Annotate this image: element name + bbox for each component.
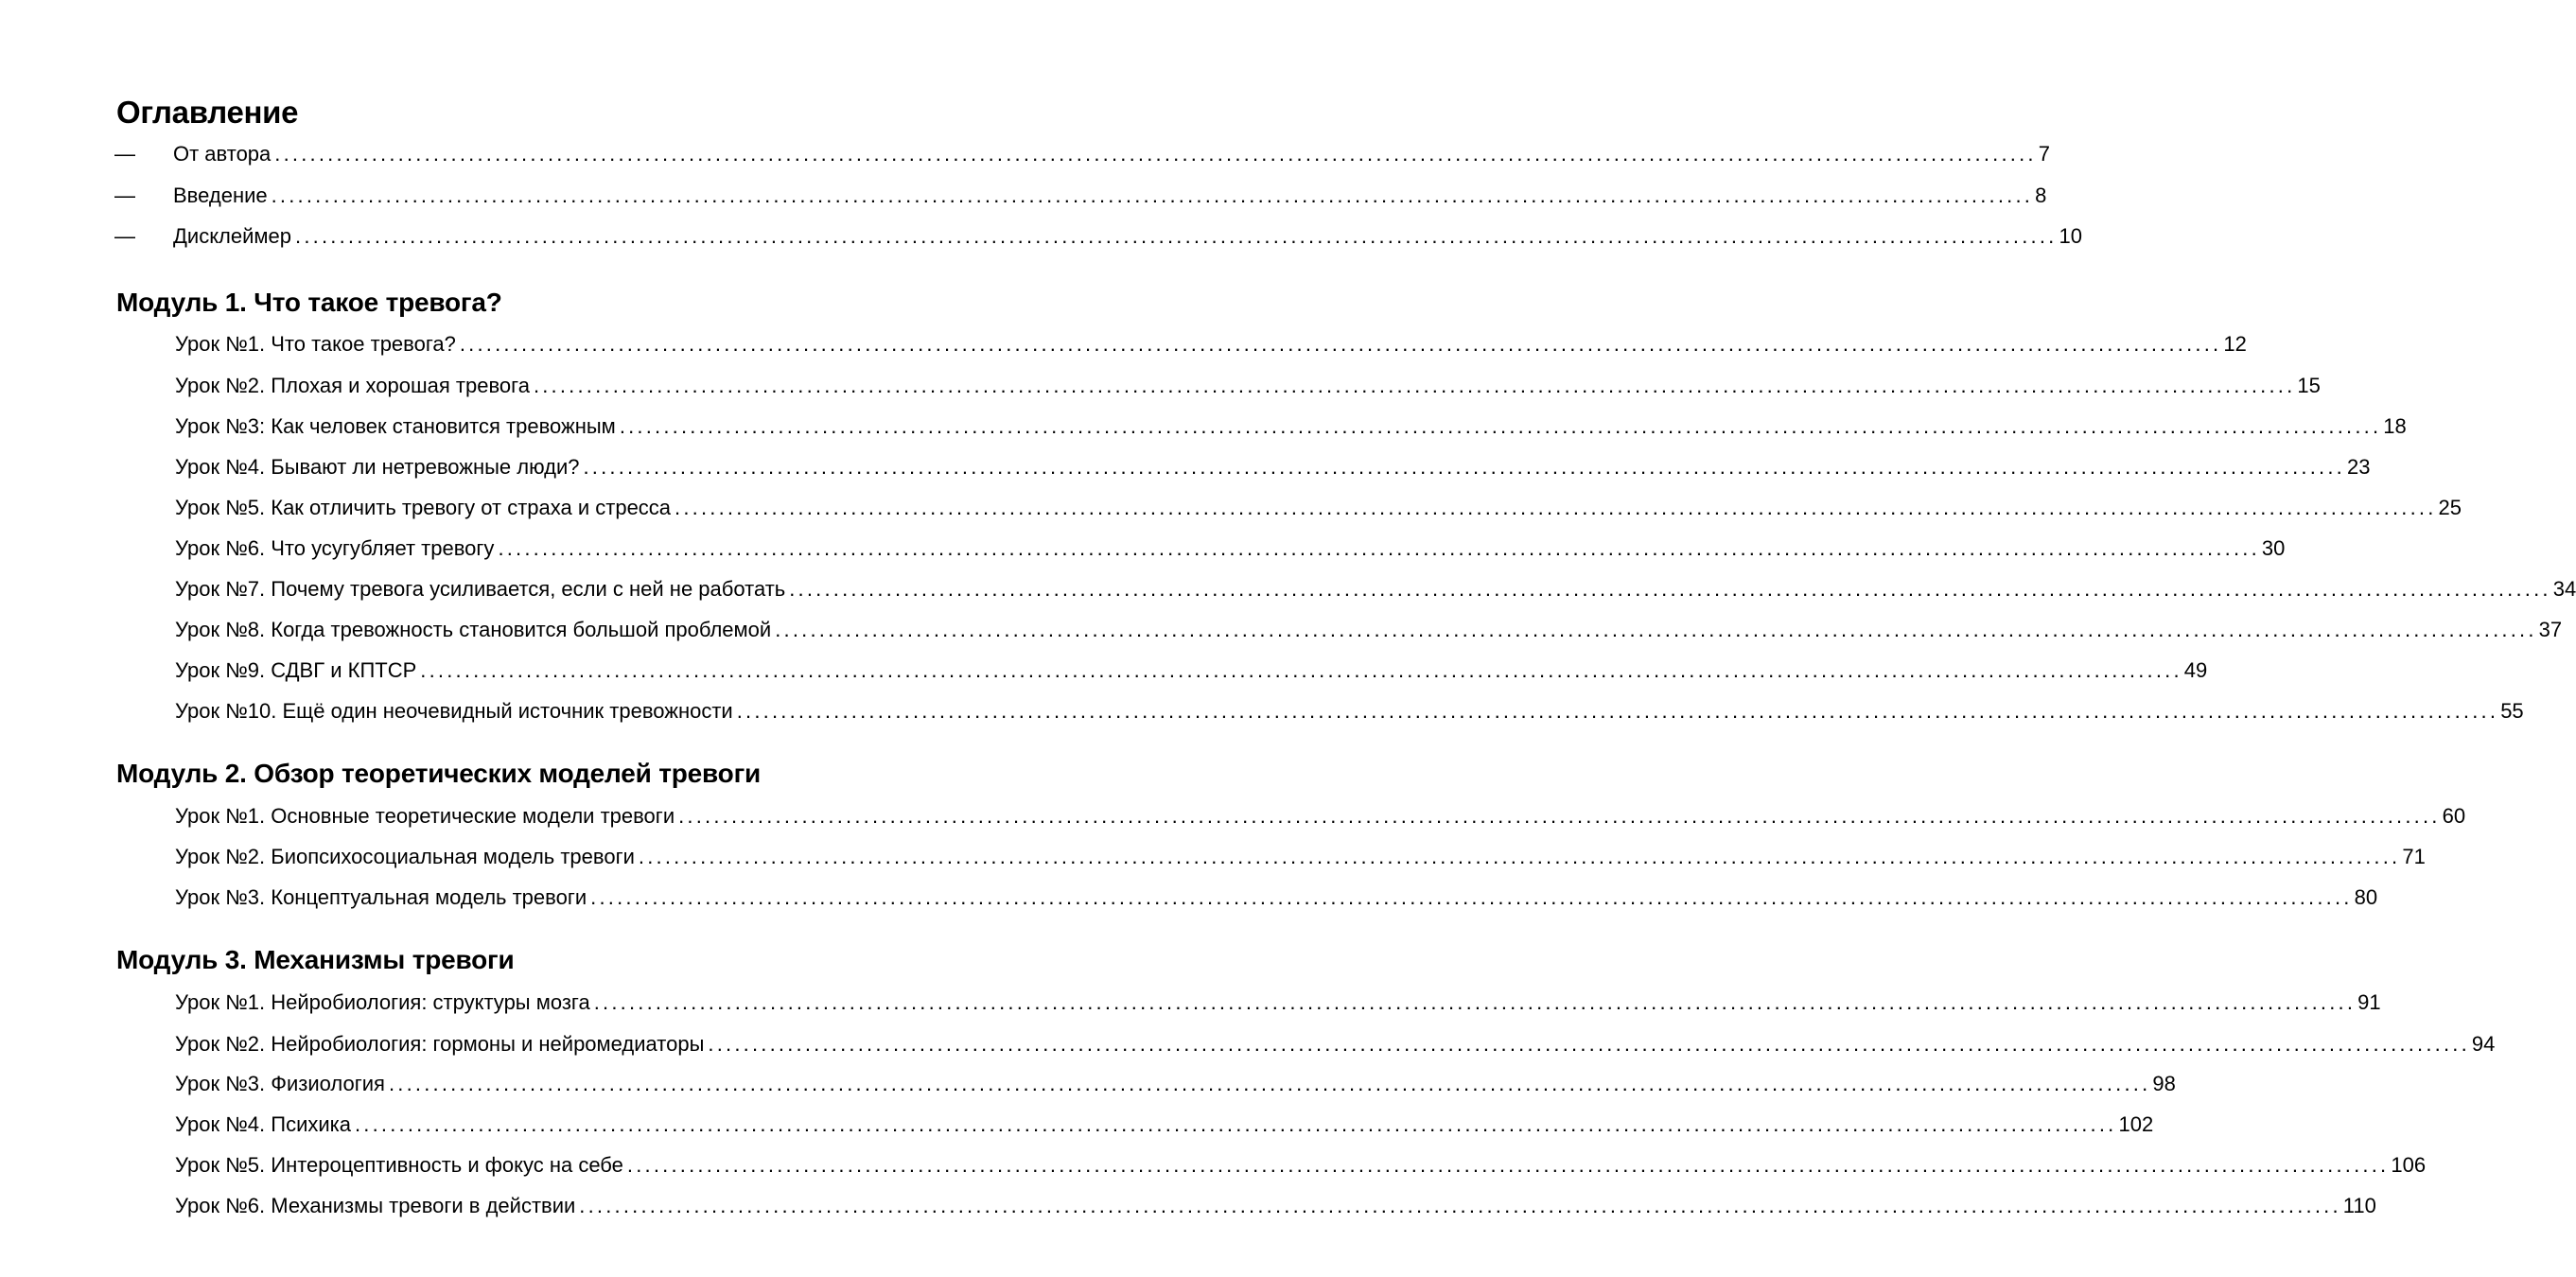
toc-entry-lesson[interactable] xyxy=(175,988,2381,1017)
dot-leader: ........................................................................................................................................................................................................ xyxy=(638,845,2401,868)
entry-label: Урок №6. Что усугубляет тревогу xyxy=(175,536,495,560)
dot-leader: ........................................................................................................................................................................................................ xyxy=(579,1194,2341,1217)
entry-page-number: 30 xyxy=(2261,536,2286,560)
entry-label: Урок №3: Как человек становится тревожным xyxy=(175,414,616,438)
dot-leader: ........................................................................................................................................................................................................ xyxy=(775,618,2537,641)
entry-label: Урок №2. Биопсихосоциальная модель тревоги xyxy=(175,845,635,868)
dot-leader: ........................................................................................................................................................................................................ xyxy=(675,496,2437,519)
dot-leader: ........................................................................................................................................................................................................ xyxy=(274,142,2037,166)
dot-leader: ........................................................................................................................................................................................................ xyxy=(388,1072,2151,1095)
page-title: Оглавление xyxy=(116,95,299,130)
entry-label: Урок №2. Нейробиология: гормоны и нейромедиаторы xyxy=(175,1032,705,1056)
entry-label: Урок №3. Физиология xyxy=(175,1072,385,1095)
toc-entry-lesson[interactable] xyxy=(175,453,2371,481)
entry-page-number: 18 xyxy=(2383,414,2407,438)
entry-label: Урок №1. Основные теоретические модели тревоги xyxy=(175,804,675,828)
entry-page-number: 12 xyxy=(2223,332,2247,356)
toc-entry-lesson[interactable] xyxy=(175,372,2321,400)
toc-entry-lesson[interactable] xyxy=(175,1070,2176,1098)
toc-entry-lesson[interactable] xyxy=(175,656,2208,685)
entry-page-number: 55 xyxy=(2500,699,2524,723)
entry-label: Урок №7. Почему тревога усиливается, если с ней не работать xyxy=(175,577,786,601)
entry-page-number: 94 xyxy=(2471,1032,2496,1056)
entry-label: Урок №4. Бывают ли нетревожные люди? xyxy=(175,455,580,479)
dot-leader: ........................................................................................................................................................................................................ xyxy=(678,804,2441,828)
entry-label: Урок №1. Что такое тревога? xyxy=(175,332,456,356)
dot-leader: ........................................................................................................................................................................................................ xyxy=(459,332,2222,356)
dot-leader: ........................................................................................................................................................................................................ xyxy=(355,1112,2117,1136)
entry-page-number: 23 xyxy=(2346,455,2371,479)
dot-leader: ........................................................................................................................................................................................................ xyxy=(295,224,2058,248)
dot-leader: ........................................................................................................................................................................................................ xyxy=(619,414,2382,438)
entry-label: Урок №5. Как отличить тревогу от страха и стресса xyxy=(175,496,672,519)
entry-page-number: 37 xyxy=(2538,618,2563,641)
entry-page-number: 7 xyxy=(2038,142,2050,166)
toc-entry-lesson[interactable] xyxy=(175,1111,2154,1139)
entry-page-number: 60 xyxy=(2442,804,2466,828)
dot-leader: ........................................................................................................................................................................................................ xyxy=(736,699,2499,723)
dot-leader: ........................................................................................................................................................................................................ xyxy=(420,658,2182,682)
dot-leader: ........................................................................................................................................................................................................ xyxy=(708,1032,2470,1056)
dot-leader: ........................................................................................................................................................................................................ xyxy=(498,536,2260,560)
entry-page-number: 71 xyxy=(2402,845,2426,868)
entry-label: Урок №9. СДВГ и КПТСР xyxy=(175,658,417,682)
toc-entry-lesson[interactable] xyxy=(175,534,2286,563)
toc-entry-introduction[interactable] xyxy=(114,182,2047,210)
entry-label: Урок №2. Плохая и хорошая тревога xyxy=(175,374,530,397)
entry-page-number: 102 xyxy=(2118,1112,2154,1136)
dot-leader: ........................................................................................................................................................................................................ xyxy=(533,374,2296,397)
entry-label: Урок №3. Концептуальная модель тревоги xyxy=(175,885,587,909)
entry-label: Урок №10. Ещё один неочевидный источник тревожности xyxy=(175,699,733,723)
toc-entry-lesson[interactable] xyxy=(175,330,2247,359)
module-1-title: Модуль 1. Что такое тревога? xyxy=(116,288,502,317)
toc-entry-disclaimer[interactable] xyxy=(114,222,2082,251)
toc-entry-lesson[interactable] xyxy=(175,494,2462,522)
entry-page-number: 106 xyxy=(2391,1153,2427,1177)
toc-entry-lesson[interactable] xyxy=(175,1151,2427,1180)
entry-label: Урок №6. Механизмы тревоги в действии xyxy=(175,1194,576,1217)
entry-page-number: 80 xyxy=(2354,885,2378,909)
entry-page-number: 34 xyxy=(2552,577,2576,601)
toc-entry-lesson[interactable] xyxy=(175,843,2426,871)
toc-entry-lesson[interactable] xyxy=(175,1030,2496,1058)
toc-entry-lesson[interactable] xyxy=(175,575,2576,604)
entry-label: Урок №1. Нейробиология: структуры мозга xyxy=(175,990,590,1014)
toc-entry-author[interactable] xyxy=(114,140,2050,168)
entry-page-number: 110 xyxy=(2342,1194,2376,1217)
dot-leader: ........................................................................................................................................................................................................ xyxy=(626,1153,2390,1177)
toc-entry-lesson[interactable] xyxy=(175,883,2378,912)
entry-page-number: 8 xyxy=(2035,184,2047,207)
dot-leader: ........................................................................................................................................................................................................ xyxy=(789,577,2551,601)
toc-entry-lesson[interactable] xyxy=(175,802,2466,831)
module-3-title: Модуль 3. Механизмы тревоги xyxy=(116,945,515,974)
entry-label: От автора xyxy=(173,142,272,166)
entry-page-number: 98 xyxy=(2152,1072,2176,1095)
entry-label: Урок №5. Интероцептивность и фокус на себе xyxy=(175,1153,623,1177)
entry-label: Дисклеймер xyxy=(173,224,292,248)
entry-page-number: 49 xyxy=(2183,658,2208,682)
toc-entry-lesson[interactable] xyxy=(175,1192,2376,1220)
dot-leader: ........................................................................................................................................................................................................ xyxy=(271,184,2034,207)
entry-page-number: 25 xyxy=(2438,496,2462,519)
dot-leader: ........................................................................................................................................................................................................ xyxy=(590,885,2353,909)
module-2-title: Модуль 2. Обзор теоретических моделей тревоги xyxy=(116,759,762,788)
toc-entry-lesson[interactable] xyxy=(175,616,2563,644)
entry-page-number: 15 xyxy=(2297,374,2321,397)
entry-label: Урок №8. Когда тревожность становится большой проблемой xyxy=(175,618,772,641)
entry-page-number: 91 xyxy=(2357,990,2381,1014)
entry-label: Урок №4. Психика xyxy=(175,1112,351,1136)
dash-marker: — xyxy=(114,224,135,248)
dash-marker: — xyxy=(114,184,135,207)
entry-label: Введение xyxy=(173,184,268,207)
dot-leader: ........................................................................................................................................................................................................ xyxy=(593,990,2357,1014)
dash-marker: — xyxy=(114,142,135,166)
dot-leader: ........................................................................................................................................................................................................ xyxy=(583,455,2345,479)
toc-entry-lesson[interactable] xyxy=(175,697,2524,726)
entry-page-number: 10 xyxy=(2059,224,2082,248)
toc-entry-lesson[interactable] xyxy=(175,412,2407,441)
